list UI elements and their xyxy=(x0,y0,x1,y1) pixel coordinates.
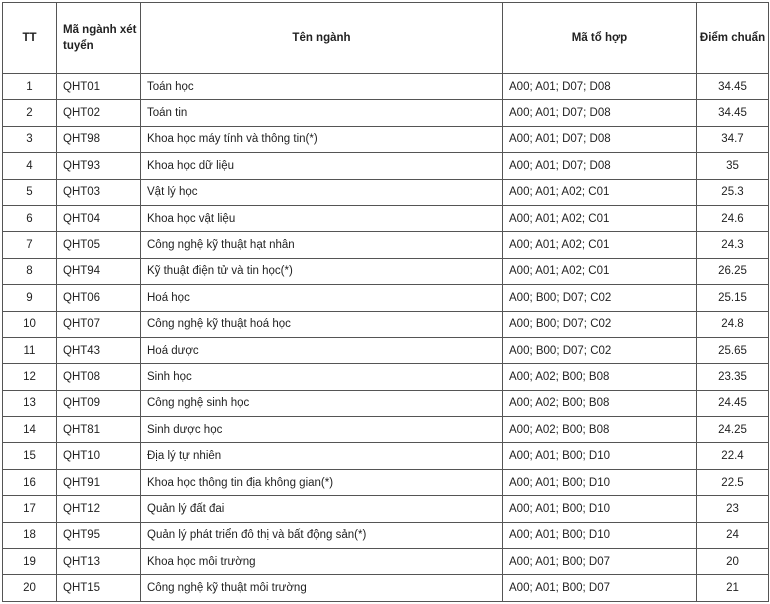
cell-diem-chuan: 22.5 xyxy=(697,469,769,495)
cell-diem-chuan: 35 xyxy=(697,153,769,179)
cell-diem-chuan: 22.4 xyxy=(697,443,769,469)
cell-ten-nganh: Quản lý đất đai xyxy=(141,496,503,522)
cell-diem-chuan: 24.3 xyxy=(697,232,769,258)
cell-ma-nganh: QHT06 xyxy=(57,285,141,311)
table-row xyxy=(3,549,769,575)
table-row xyxy=(3,232,769,258)
cell-ten-nganh: Vật lý học xyxy=(141,179,503,205)
cell-ma-to-hop: A00; A02; B00; B08 xyxy=(503,364,697,390)
cell-tt: 14 xyxy=(3,417,57,443)
cell-ten-nganh: Công nghệ kỹ thuật hạt nhân xyxy=(141,232,503,258)
header-tt: TT xyxy=(3,3,57,74)
cell-ten-nganh: Sinh học xyxy=(141,364,503,390)
header-ten-nganh: Tên ngành xyxy=(141,3,503,74)
cell-ma-to-hop: A00; A01; B00; D10 xyxy=(503,496,697,522)
table-row xyxy=(3,205,769,231)
table-row xyxy=(3,390,769,416)
cell-ma-to-hop: A00; A02; B00; B08 xyxy=(503,390,697,416)
cell-diem-chuan: 24.25 xyxy=(697,417,769,443)
table-row xyxy=(3,153,769,179)
cell-ma-nganh: QHT03 xyxy=(57,179,141,205)
cell-ten-nganh: Địa lý tự nhiên xyxy=(141,443,503,469)
cell-tt: 19 xyxy=(3,549,57,575)
cell-tt: 13 xyxy=(3,390,57,416)
cell-diem-chuan: 24.8 xyxy=(697,311,769,337)
cell-ma-nganh: QHT02 xyxy=(57,100,141,126)
cell-ma-nganh: QHT94 xyxy=(57,258,141,284)
cell-ma-nganh: QHT93 xyxy=(57,153,141,179)
cell-ma-to-hop: A00; B00; D07; C02 xyxy=(503,337,697,363)
cell-ma-to-hop: A00; A01; A02; C01 xyxy=(503,232,697,258)
cell-ma-to-hop: A00; A01; D07; D08 xyxy=(503,153,697,179)
cell-diem-chuan: 25.15 xyxy=(697,285,769,311)
cell-diem-chuan: 34.45 xyxy=(697,100,769,126)
cell-ma-to-hop: A00; A01; D07; D08 xyxy=(503,74,697,100)
cell-ma-to-hop: A00; A01; A02; C01 xyxy=(503,179,697,205)
cell-ten-nganh: Khoa học môi trường xyxy=(141,549,503,575)
cell-ma-to-hop: A00; A01; B00; D10 xyxy=(503,469,697,495)
table-row xyxy=(3,126,769,152)
cell-ma-nganh: QHT81 xyxy=(57,417,141,443)
table-row xyxy=(3,285,769,311)
cell-ten-nganh: Công nghệ sinh học xyxy=(141,390,503,416)
cell-diem-chuan: 20 xyxy=(697,549,769,575)
cell-diem-chuan: 34.7 xyxy=(697,126,769,152)
cell-ma-nganh: QHT05 xyxy=(57,232,141,258)
cell-ten-nganh: Khoa học dữ liệu xyxy=(141,153,503,179)
table-row xyxy=(3,364,769,390)
cell-ma-nganh: QHT15 xyxy=(57,575,141,601)
cell-diem-chuan: 34.45 xyxy=(697,74,769,100)
table-row xyxy=(3,417,769,443)
cell-tt: 6 xyxy=(3,205,57,231)
cell-ma-nganh: QHT43 xyxy=(57,337,141,363)
table-row xyxy=(3,575,769,601)
cell-tt: 5 xyxy=(3,179,57,205)
table-row xyxy=(3,337,769,363)
cell-ten-nganh: Kỹ thuật điện tử và tin học(*) xyxy=(141,258,503,284)
table-row xyxy=(3,74,769,100)
cell-diem-chuan: 26.25 xyxy=(697,258,769,284)
cell-ma-nganh: QHT07 xyxy=(57,311,141,337)
cell-ten-nganh: Quản lý phát triển đô thị và bất động sản(*) xyxy=(141,522,503,548)
cell-ma-to-hop: A00; B00; D07; C02 xyxy=(503,285,697,311)
table-header-row xyxy=(3,3,769,74)
table-body xyxy=(3,74,769,602)
cell-diem-chuan: 25.3 xyxy=(697,179,769,205)
cell-ma-nganh: QHT09 xyxy=(57,390,141,416)
header-ma-nganh: Mã ngành xét tuyển xyxy=(57,3,141,74)
table-row xyxy=(3,522,769,548)
table-row xyxy=(3,258,769,284)
header-diem-chuan: Điểm chuẩn xyxy=(697,3,769,74)
table-row xyxy=(3,443,769,469)
cell-tt: 7 xyxy=(3,232,57,258)
cell-ma-nganh: QHT13 xyxy=(57,549,141,575)
table-row xyxy=(3,496,769,522)
cell-ma-nganh: QHT95 xyxy=(57,522,141,548)
table-row xyxy=(3,469,769,495)
cell-tt: 4 xyxy=(3,153,57,179)
cell-ma-to-hop: A00; B00; D07; C02 xyxy=(503,311,697,337)
table-row xyxy=(3,179,769,205)
cell-ma-nganh: QHT12 xyxy=(57,496,141,522)
table-row xyxy=(3,100,769,126)
cell-tt: 20 xyxy=(3,575,57,601)
cell-tt: 15 xyxy=(3,443,57,469)
cell-ten-nganh: Toán tin xyxy=(141,100,503,126)
cell-ma-nganh: QHT01 xyxy=(57,74,141,100)
cell-tt: 10 xyxy=(3,311,57,337)
cell-ten-nganh: Hoá dược xyxy=(141,337,503,363)
cell-ma-to-hop: A00; A01; D07; D08 xyxy=(503,100,697,126)
cell-ma-to-hop: A00; A01; A02; C01 xyxy=(503,205,697,231)
cell-diem-chuan: 23.35 xyxy=(697,364,769,390)
cell-ma-nganh: QHT10 xyxy=(57,443,141,469)
header-ma-to-hop: Mã tổ hợp xyxy=(503,3,697,74)
cell-ten-nganh: Hoá học xyxy=(141,285,503,311)
cell-ten-nganh: Sinh dược học xyxy=(141,417,503,443)
cell-ma-to-hop: A00; A02; B00; B08 xyxy=(503,417,697,443)
cell-tt: 2 xyxy=(3,100,57,126)
cell-ten-nganh: Khoa học máy tính và thông tin(*) xyxy=(141,126,503,152)
table-row xyxy=(3,311,769,337)
cell-ma-to-hop: A00; A01; B00; D10 xyxy=(503,443,697,469)
cell-tt: 18 xyxy=(3,522,57,548)
cell-ma-to-hop: A00; A01; D07; D08 xyxy=(503,126,697,152)
cell-diem-chuan: 24.6 xyxy=(697,205,769,231)
cell-tt: 12 xyxy=(3,364,57,390)
cell-tt: 9 xyxy=(3,285,57,311)
cell-ma-nganh: QHT04 xyxy=(57,205,141,231)
cell-ma-to-hop: A00; A01; B00; D07 xyxy=(503,575,697,601)
admission-score-table-container xyxy=(2,2,769,602)
cell-ma-to-hop: A00; A01; B00; D10 xyxy=(503,522,697,548)
cell-tt: 1 xyxy=(3,74,57,100)
cell-tt: 16 xyxy=(3,469,57,495)
cell-tt: 8 xyxy=(3,258,57,284)
cell-diem-chuan: 24.45 xyxy=(697,390,769,416)
cell-ten-nganh: Công nghệ kỹ thuật hoá học xyxy=(141,311,503,337)
cell-ten-nganh: Công nghệ kỹ thuật môi trường xyxy=(141,575,503,601)
cell-ma-nganh: QHT08 xyxy=(57,364,141,390)
cell-ma-nganh: QHT98 xyxy=(57,126,141,152)
cell-ma-to-hop: A00; A01; B00; D07 xyxy=(503,549,697,575)
cell-ten-nganh: Toán học xyxy=(141,74,503,100)
cell-tt: 11 xyxy=(3,337,57,363)
cell-diem-chuan: 21 xyxy=(697,575,769,601)
cell-diem-chuan: 25.65 xyxy=(697,337,769,363)
cell-tt: 3 xyxy=(3,126,57,152)
cell-diem-chuan: 24 xyxy=(697,522,769,548)
admission-score-table xyxy=(2,2,769,602)
cell-ten-nganh: Khoa học thông tin địa không gian(*) xyxy=(141,469,503,495)
cell-diem-chuan: 23 xyxy=(697,496,769,522)
cell-tt: 17 xyxy=(3,496,57,522)
cell-ma-to-hop: A00; A01; A02; C01 xyxy=(503,258,697,284)
cell-ten-nganh: Khoa học vật liệu xyxy=(141,205,503,231)
cell-ma-nganh: QHT91 xyxy=(57,469,141,495)
